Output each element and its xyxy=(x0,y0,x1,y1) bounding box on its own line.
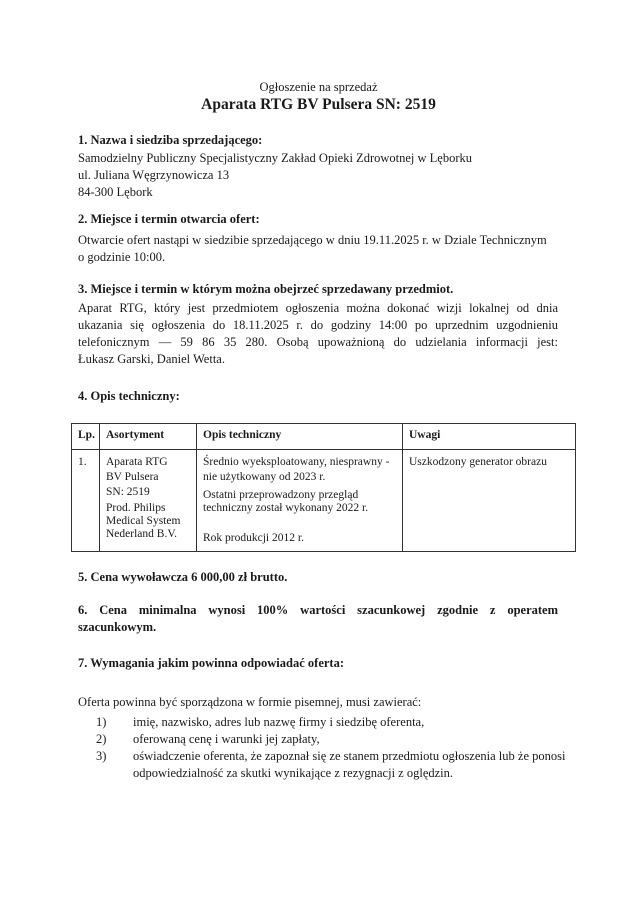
section-3-heading: 3. Miejsce i termin w którym można obejrzeć sprzedawany przedmiot. xyxy=(78,282,454,296)
inspection-info xyxy=(78,300,558,368)
offer-intro: Oferta powinna być sporządzona w formie pisemnej, musi zawierać: xyxy=(78,695,422,709)
inspection-line-1: Aparat RTG, który jest przedmiotem ogłoszenia można dokonać wizji lokalnej od dnia xyxy=(78,301,558,315)
asortyment-line: Nederland B.V. xyxy=(106,528,178,540)
section-6-heading xyxy=(78,602,558,636)
col-header-opis: Opis techniczny xyxy=(197,424,403,450)
list-text: oferowaną cenę i warunki jej zapłaty, xyxy=(133,732,320,746)
table-row xyxy=(72,450,576,552)
opening-line-1: Otwarcie ofert nastąpi w siedzibie sprzedającego w dniu 19.11.2025 r. w Dziale Technicznym xyxy=(78,233,547,247)
list-number: 3) xyxy=(96,749,107,763)
cell-lp: 1. xyxy=(72,450,100,552)
inspection-line-3: telefonicznym — 59 86 35 280. Osobą upoważnioną do udzielania informacji jest: xyxy=(78,335,558,349)
opening-line-2: o godzinie 10:00. xyxy=(78,250,166,264)
opening-info xyxy=(78,232,558,266)
list-number: 1) xyxy=(96,715,107,729)
seller-name: Samodzielny Publiczny Specjalistyczny Zakład Opieki Zdrowotnej w Lęborku xyxy=(78,151,473,165)
document-title: Aparata RTG BV Pulsera SN: 2519 xyxy=(201,96,436,113)
seller-address xyxy=(78,150,558,201)
opis-line: techniczny został wykonany 2022 r. xyxy=(203,502,369,514)
opis-line: Średnio wyeksploatowany, niesprawny - xyxy=(203,456,390,468)
col-header-uwagi: Uwagi xyxy=(403,424,576,450)
document-subtitle: Ogłoszenie na sprzedaż xyxy=(259,80,378,94)
asortyment-line: Aparata RTG xyxy=(106,456,168,468)
list-text: odpowiedzialność za skutki wynikające z rezygnacji z oględzin. xyxy=(133,766,454,780)
section-1-heading: 1. Nazwa i siedziba sprzedającego: xyxy=(78,133,263,147)
list-text: oświadczenie oferenta, że zapoznał się ze stanem przedmiotu ogłoszenia lub że ponosi xyxy=(133,749,566,763)
inspection-line-2: ukazania się ogłoszenia do 18.11.2025 r. do godziny 14:00 po uprzednim uzgodnieniu xyxy=(78,318,558,332)
asortyment-line: SN: 2519 xyxy=(106,486,150,498)
cell-uwagi: Uszkodzony generator obrazu xyxy=(403,450,576,552)
inspection-line-4: Łukasz Garski, Daniel Wetta. xyxy=(78,352,225,366)
asortyment-line: Medical System xyxy=(106,515,181,527)
col-header-asortyment: Asortyment xyxy=(100,424,197,450)
seller-street: ul. Juliana Węgrzynowicza 13 xyxy=(78,168,230,182)
list-item xyxy=(78,731,558,748)
section-6-line-1: 6. Cena minimalna wynosi 100% wartości szacunkowej zgodnie z operatem xyxy=(78,603,558,617)
section-2-heading: 2. Miejsce i termin otwarcia ofert: xyxy=(78,212,260,226)
section-4-heading: 4. Opis techniczny: xyxy=(78,389,180,403)
opis-line: Ostatni przeprowadzony przegląd xyxy=(203,489,359,501)
col-header-lp: Lp. xyxy=(72,424,100,450)
opis-line: Rok produkcji 2012 r. xyxy=(203,532,304,544)
technical-spec-table xyxy=(71,423,576,552)
asortyment-line: BV Pulsera xyxy=(106,471,159,483)
cell-opis xyxy=(197,450,403,552)
list-item xyxy=(78,714,558,731)
opis-line: nie użytkowany od 2023 r. xyxy=(203,471,326,483)
section-7-heading: 7. Wymagania jakim powinna odpowiadać oferta: xyxy=(78,656,344,670)
section-6-line-2: szacunkowym. xyxy=(78,620,157,634)
list-number: 2) xyxy=(96,732,107,746)
section-5-heading: 5. Cena wywoławcza 6 000,00 zł brutto. xyxy=(78,570,288,584)
cell-asortyment xyxy=(100,450,197,552)
list-item xyxy=(78,748,566,782)
offer-requirements-list xyxy=(78,714,566,782)
seller-city: 84-300 Lębork xyxy=(78,185,153,199)
asortyment-line: Prod. Philips xyxy=(106,502,166,514)
list-text: imię, nazwisko, adres lub nazwę firmy i siedzibę oferenta, xyxy=(133,715,425,729)
table-header-row xyxy=(72,424,576,450)
